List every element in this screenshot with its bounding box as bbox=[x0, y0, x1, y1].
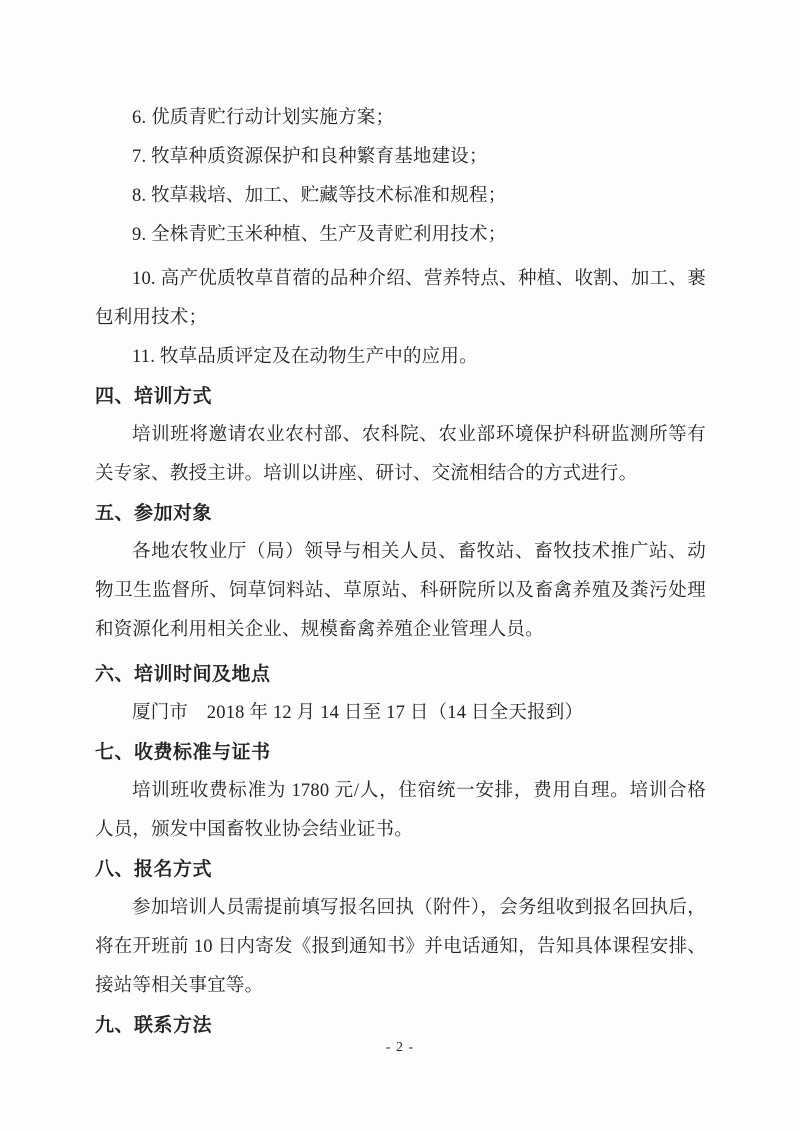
section-5-paragraph-line-1: 各地农牧业厅（局）领导与相关人员、畜牧站、畜牧技术推广站、动 bbox=[132, 542, 706, 562]
list-item-10-line-2: 包利用技术； bbox=[95, 308, 208, 328]
section-heading-7-fees-certificate: 七、收费标准与证书 bbox=[95, 742, 271, 763]
section-5-paragraph-line-3: 和资源化利用相关企业、规模畜禽养殖企业管理人员。 bbox=[95, 620, 544, 640]
section-heading-8-registration: 八、报名方式 bbox=[95, 859, 213, 880]
section-7-paragraph-line-1: 培训班收费标准为 1780 元/人，住宿统一安排，费用自理。培训合格 bbox=[132, 781, 706, 801]
section-heading-9-contact: 九、联系方法 bbox=[95, 1015, 213, 1036]
document-body bbox=[95, 99, 706, 1045]
list-item-11: 11. 牧草品质评定及在动物生产中的应用。 bbox=[132, 347, 478, 367]
section-heading-4-training-method: 四、培训方式 bbox=[95, 386, 213, 407]
page-number: - 2 - bbox=[385, 1040, 415, 1055]
section-4-paragraph-line-2: 关专家、教授主讲。培训以讲座、研讨、交流相结合的方式进行。 bbox=[95, 464, 638, 484]
list-item-6: 6. 优质青贮行动计划实施方案； bbox=[132, 108, 395, 128]
list-item-10-line-1: 10. 高产优质牧草苜蓿的品种介绍、营养特点、种植、收割、加工、裹 bbox=[132, 269, 706, 289]
section-heading-5-participants: 五、参加对象 bbox=[95, 503, 213, 524]
section-8-paragraph-line-3: 接站等相关事宜等。 bbox=[95, 976, 264, 996]
section-5-paragraph-line-2: 物卫生监督所、饲草饲料站、草原站、科研院所以及畜禽养殖及粪污处理 bbox=[95, 581, 706, 601]
section-4-paragraph-line-1: 培训班将邀请农业农村部、农科院、农业部环境保护科研监测所等有 bbox=[132, 425, 706, 445]
section-6-paragraph-line-1: 厦门市 2018 年 12 月 14 日至 17 日（14 日全天报到） bbox=[132, 703, 584, 723]
section-8-paragraph-line-2: 将在开班前 10 日内寄发《报到通知书》并电话通知，告知具体课程安排、 bbox=[95, 937, 706, 957]
list-item-9: 9. 全株青贮玉米种植、生产及青贮利用技术； bbox=[132, 225, 507, 245]
section-heading-6-time-location: 六、培训时间及地点 bbox=[95, 664, 271, 685]
section-8-paragraph-line-1: 参加培训人员需提前填写报名回执（附件），会务组收到报名回执后， bbox=[132, 898, 706, 918]
list-item-8: 8. 牧草栽培、加工、贮藏等技术标准和规程； bbox=[132, 186, 507, 206]
section-7-paragraph-line-2: 人员，颁发中国畜牧业协会结业证书。 bbox=[95, 820, 413, 840]
list-item-7: 7. 牧草种质资源保护和良种繁育基地建设； bbox=[132, 147, 488, 167]
